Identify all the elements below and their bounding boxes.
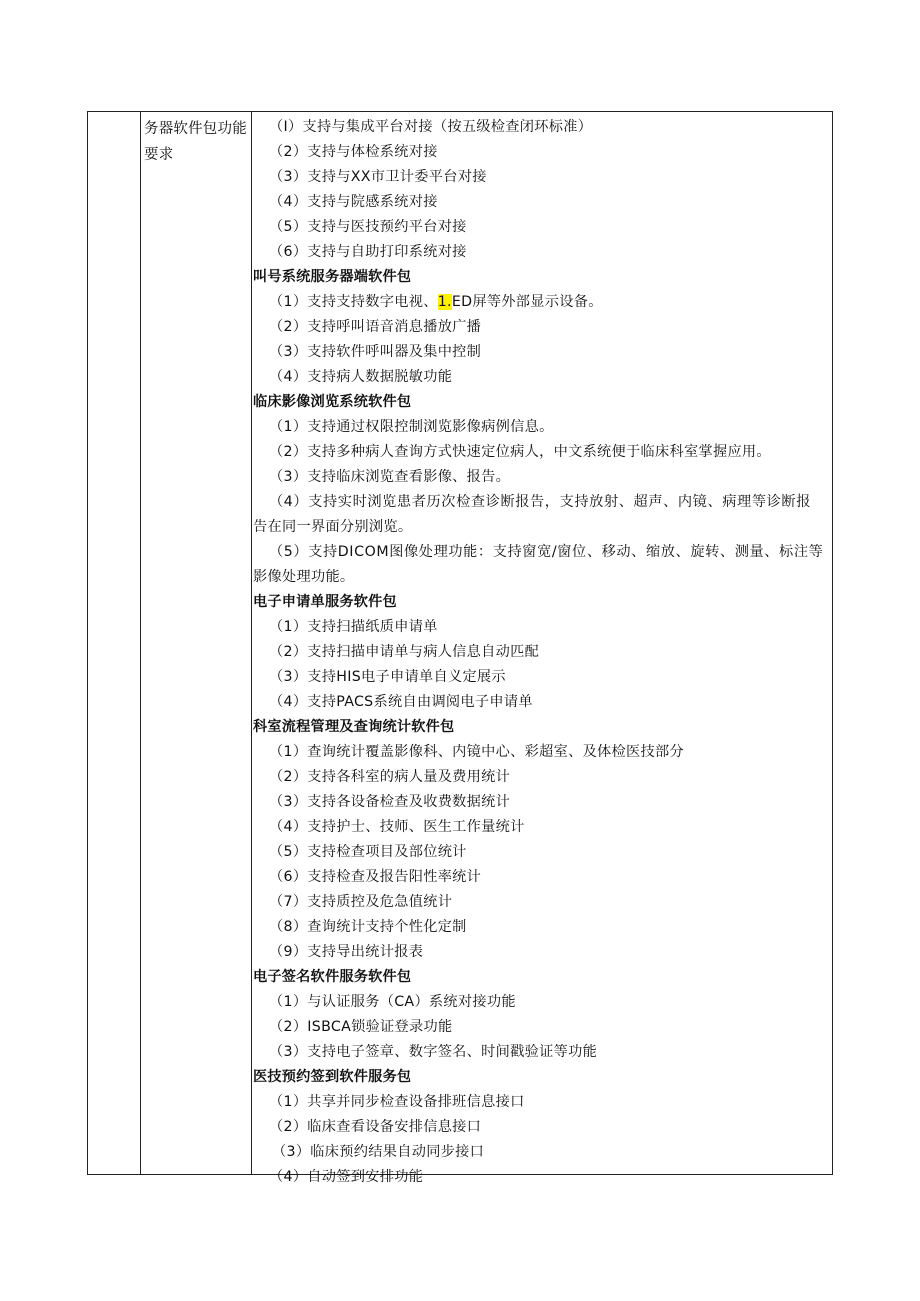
requirement-item: （6）支持与自助打印系统对接 <box>269 244 467 260</box>
section-heading: 叫号系统服务器端软件包 <box>253 269 412 285</box>
requirement-item: （4）支持护士、技师、医生工作量统计 <box>269 819 525 835</box>
requirement-item: （3）支持HIS电子申请单自义定展示 <box>269 669 506 685</box>
requirement-item: （2）支持与体检系统对接 <box>269 144 438 160</box>
requirement-item: （3）临床预约结果自动同步接口 <box>272 1144 485 1160</box>
requirements-table <box>87 111 833 1185</box>
category-label: 务器软件包功能要求 <box>144 121 247 163</box>
requirement-item: （3）支持软件呼叫器及集中控制 <box>269 344 482 360</box>
requirement-item-continuation: 影像处理功能。 <box>253 569 355 585</box>
requirement-item: （3）支持电子签章、数字签名、时间戳验证等功能 <box>269 1044 598 1060</box>
requirement-item: （8）查询统计支持个性化定制 <box>269 919 467 935</box>
requirement-item: （3）支持与XX市卫计委平台对接 <box>269 169 487 185</box>
requirement-item: （4）支持实时浏览患者历次检查诊断报告，支持放射、超声、内镜、病理等诊断报 <box>269 494 811 510</box>
requirement-item: （1）支持扫描纸质申请单 <box>269 619 438 635</box>
section-heading: 科室流程管理及查询统计软件包 <box>253 719 455 735</box>
column-divider-1 <box>140 112 141 1174</box>
requirement-item: （1）支持通过权限控制浏览影像病例信息。 <box>269 419 554 435</box>
requirement-item: （2）支持各科室的病人量及费用统计 <box>269 769 511 785</box>
requirement-item: （2）支持呼叫语音消息播放广播 <box>269 319 482 335</box>
requirement-item: （3）支持各设备检查及收费数据统计 <box>269 794 511 810</box>
requirement-item: （5）支持DICOM图像处理功能：支持窗宽/窗位、移动、缩放、旋转、测量、标注等 <box>269 544 824 560</box>
section-heading: 临床影像浏览系统软件包 <box>253 394 412 410</box>
requirement-item: （1）与认证服务（CA）系统对接功能 <box>269 994 516 1010</box>
requirement-item: （2）支持扫描申请单与病人信息自动匹配 <box>269 644 540 660</box>
requirement-item: （6）支持检查及报告阳性率统计 <box>269 869 482 885</box>
requirement-item: （2）ISBCA锁验证登录功能 <box>269 1019 453 1035</box>
requirement-item: （4）自动签到安排功能 <box>269 1169 424 1185</box>
requirement-item: （3）支持临床浏览查看影像、报告。 <box>269 469 511 485</box>
requirement-item: （2）临床查看设备安排信息接口 <box>269 1119 482 1135</box>
column-divider-2 <box>251 112 252 1174</box>
requirement-item: （4）支持PACS系统自由调阅电子申请单 <box>269 694 533 710</box>
requirement-item: （9）支持导出统计报表 <box>269 944 424 960</box>
requirement-item: （2）支持多种病人查询方式快速定位病人，中文系统便于临床科室掌握应用。 <box>269 444 771 460</box>
requirement-item: （4）支持病人数据脱敏功能 <box>269 369 453 385</box>
highlighted-text: 1. <box>437 294 452 310</box>
item-text-before: （1）支持支持数字电视、 <box>269 294 438 310</box>
section-heading: 电子申请单服务软件包 <box>253 594 397 610</box>
requirement-item: （5）支持与医技预约平台对接 <box>269 219 467 235</box>
requirement-item: （7）支持质控及危急值统计 <box>269 894 453 910</box>
requirement-item: （5）支持检查项目及部位统计 <box>269 844 467 860</box>
requirement-item: （I）支持与集成平台对接（按五级检查闭环标准） <box>269 119 593 135</box>
requirement-item: （4）支持与院感系统对接 <box>269 194 438 210</box>
requirement-item: （1）查询统计覆盖影像科、内镜中心、彩超室、及体检医技部分 <box>269 744 684 760</box>
requirement-item <box>253 290 831 315</box>
requirements-content <box>253 115 831 1190</box>
item-text-after: ED屏等外部显示设备。 <box>451 294 603 310</box>
requirement-item: （1）共享并同步检查设备排班信息接口 <box>269 1094 525 1110</box>
requirement-item-continuation: 告在同一界面分别浏览。 <box>253 519 413 535</box>
section-heading: 电子签名软件服务软件包 <box>253 969 412 985</box>
section-heading: 医技预约签到软件服务包 <box>253 1069 412 1085</box>
